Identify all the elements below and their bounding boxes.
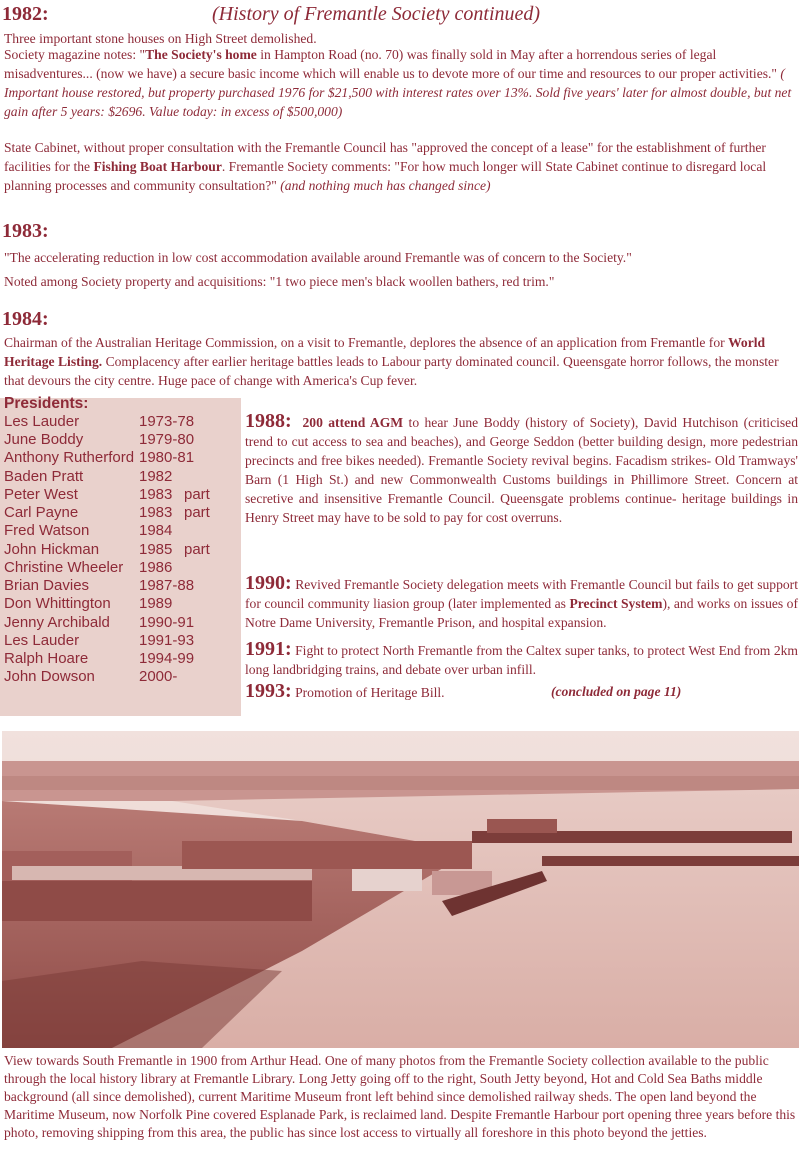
para-1993: 1993: Promotion of Heritage Bill.	[245, 680, 445, 702]
president-years: 1987-88	[139, 577, 195, 594]
president-years: 1983	[139, 486, 173, 503]
president-years: 2000-	[139, 668, 178, 685]
president-name: Don Whittington	[4, 595, 111, 612]
para-1982-society-home: Society magazine notes: "The Society's home in Hampton Road (no. 70) was finally sold in May after a horrendous series of legal misadventures... (now we have) a secure basic income which will enable us to devote more of our time and resources to our proper activities." ( Important house restored, but property purchased 1976 for $21,500 with interest rates over 13%. Sold five years' later for almost double, but net gain after 5 years: $2696. Value today: in excess of $500,000)	[4, 47, 792, 119]
year-1993-heading: 1993:	[245, 680, 292, 702]
president-name: Les Lauder	[4, 413, 80, 430]
president-years: 1994-99	[139, 650, 195, 667]
president-name: Anthony Rutherford	[4, 449, 135, 466]
historic-harbour-photo	[2, 731, 799, 1048]
president-name: Ralph Hoare	[4, 650, 89, 667]
president-name: Peter West	[4, 486, 78, 503]
president-name: Baden Pratt	[4, 468, 84, 485]
president-name: Fred Watson	[4, 522, 90, 539]
president-years: 1980-81	[139, 449, 195, 466]
cabinet-note: (and nothing much has changed since)	[280, 178, 491, 193]
presidents-title: Presidents:	[4, 395, 89, 412]
president-name: Carl Payne	[4, 504, 79, 521]
para-1982-houses: Three important stone houses on High Street demolished.	[4, 31, 317, 46]
president-years: 1973-78	[139, 413, 195, 430]
president-years: 1982	[139, 468, 173, 485]
page-heading: (History of Fremantle Society continued)	[212, 3, 541, 25]
para-1990: 1990: Revived Fremantle Society delegation meets with Fremantle Council but fails to get support for council community liasion group (later implemented as Precinct System), and works on issues of Notre Dame University, Fremantle Prison, and hospital expansion.	[245, 572, 798, 630]
para-1983-accommodation: "The accelerating reduction in low cost accommodation available around Fremantle was of concern to the Society."	[4, 250, 632, 265]
house-note: ( Important house restored, but property purchased 1976 for $21,500 with interest rates over 13%. Sold five years' later for almost double, but net gain after 5 years: $2696. Value today: in excess of $500,000)	[4, 66, 792, 119]
para-1983-bathers: Noted among Society property and acquisitions: "1 two piece men's black woollen bathers, red trim."	[4, 274, 555, 289]
president-note: part	[184, 504, 210, 521]
para-1991: 1991: Fight to protect North Fremantle from the Caltex super tanks, to protect West End from 2km long landbridging trains, and debate over urban infill.	[245, 638, 798, 677]
president-name: John Dowson	[4, 668, 95, 685]
president-note: part	[184, 486, 210, 503]
president-years: 1991-93	[139, 632, 195, 649]
year-1988-heading: 1988:	[245, 410, 292, 432]
presidents-box	[0, 395, 241, 716]
year-1991-heading: 1991:	[245, 638, 292, 660]
president-name: Brian Davies	[4, 577, 90, 594]
president-name: June Boddy	[4, 431, 84, 448]
society-home-bold: The Society's home	[145, 47, 257, 62]
president-name: John Hickman	[4, 541, 100, 558]
fishing-boat-harbour-bold: Fishing Boat Harbour	[93, 159, 222, 174]
president-name: Christine Wheeler	[4, 559, 124, 576]
president-years: 1986	[139, 559, 173, 576]
precinct-system-bold: Precinct System	[569, 596, 663, 611]
president-name: Jenny Archibald	[4, 614, 110, 631]
concluded-note: (concluded on page 11)	[551, 684, 682, 699]
agm-bold: 200 attend AGM	[302, 415, 404, 430]
president-years: 1979-80	[139, 431, 195, 448]
year-1982-heading: 1982:	[2, 3, 49, 25]
para-1984: Chairman of the Australian Heritage Commission, on a visit to Fremantle, deplores the absence of an application from Fremantle for World Heritage Listing. Complacency after earlier heritage battles leads to Labour party dominated council. Queensgate horror follows, the monster that devours the city centre. Huge pace of change with America's Cup fever.	[4, 335, 779, 388]
president-years: 1983	[139, 504, 173, 521]
president-years: 1985	[139, 541, 173, 558]
president-note: part	[184, 541, 210, 558]
para-1988: 1988: 200 attend AGM to hear June Boddy (history of Society), David Hutchison (criticised trend to cut access to sea and beaches), and George Seddon (better building design, more pedestrian precincts and free bikes needed). Fremantle Society revival begins. Facadism strikes- Old Tramways' Barn (1 High St.) and new Commonwealth Customs buildings in Phillimore Street. Concern at secretive and insensitive Fremantle Council. Queensgate problems continue- heritage buildings in Henry Street may have to be sold to pay for cost overruns.	[245, 410, 799, 525]
year-1990-heading: 1990:	[245, 572, 292, 594]
president-years: 1984	[139, 522, 173, 539]
para-1982-state-cabinet: State Cabinet, without proper consultation with the Fremantle Council has "approved the concept of a lease" for the establishment of further facilities for the Fishing Boat Harbour. Fremantle Society comments: "For how much longer will State Cabinet continue to disregard local planning processes and community consultation?" (and nothing much has changed since)	[4, 140, 767, 193]
year-1984-heading: 1984:	[2, 308, 49, 330]
president-name: Les Lauder	[4, 632, 80, 649]
world-heritage-bold: World Heritage Listing.	[4, 335, 766, 369]
president-years: 1990-91	[139, 614, 195, 631]
year-1983-heading: 1983:	[2, 220, 49, 242]
photo-caption: View towards South Fremantle in 1900 from Arthur Head. One of many photos from the Fremantle Society collection available to the public through the local history library at Fremantle Library. Long Jetty going off to the right, South Jetty beyond, Hot and Cold Sea Baths middle background (all since demolished), current Maritime Museum front left behind since demolished railway sheds. The open land beyond the Maritime Museum, now Norfolk Pine covered Esplanade Park, is reclaimed land. Despite Fremantle Harbour port opening three years before this photo, removing shipping from this area, the public has since lost access to virtually all foreshore in this photo beyond the jetties.	[4, 1053, 796, 1140]
president-years: 1989	[139, 595, 173, 612]
